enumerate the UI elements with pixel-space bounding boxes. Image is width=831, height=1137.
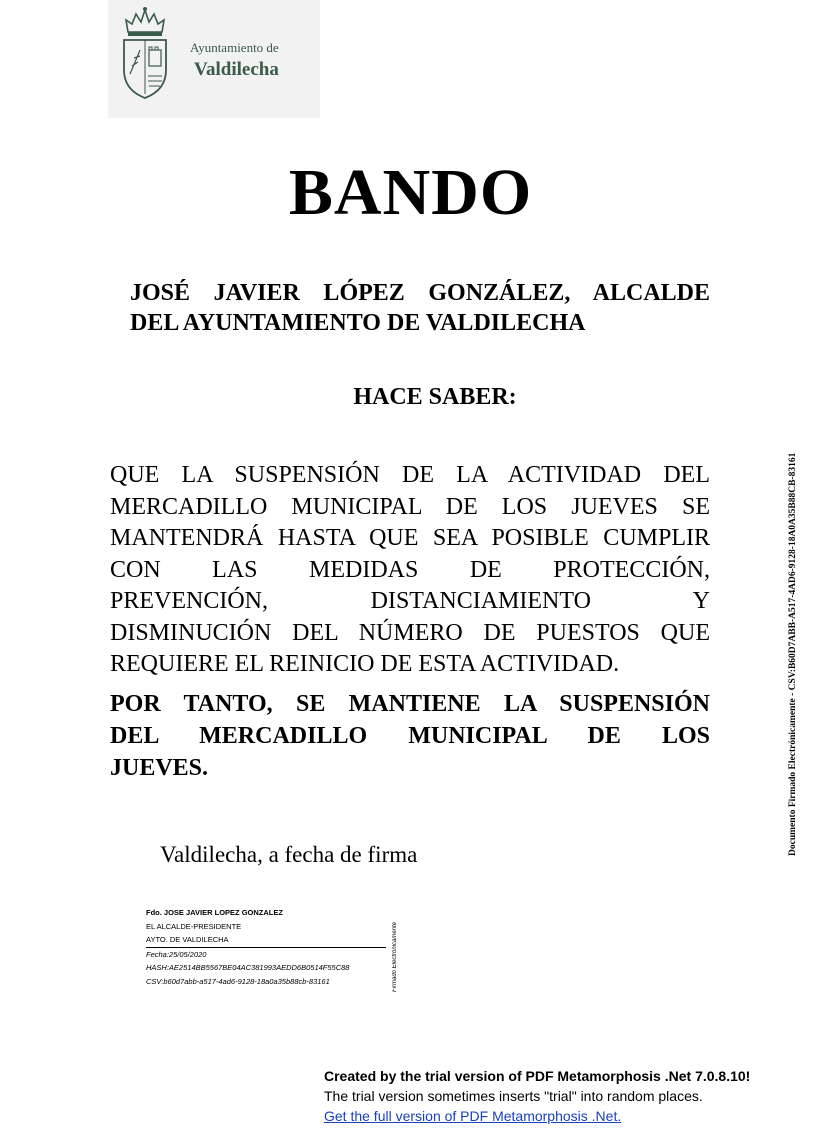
signature-date: Fecha:25/05/2020: [146, 949, 207, 959]
full-version-link[interactable]: Get the full version of PDF Metamorphosis .Net.: [324, 1108, 622, 1124]
trial-line-2: The trial version sometimes inserts "trial" into random places.: [324, 1088, 703, 1104]
mayor-line-1: JOSÉ JAVIER LÓPEZ GONZÁLEZ, ALCALDE: [130, 280, 710, 306]
margin-csv-stamp: Documento Firmado Electrónicamente - CSV:B60D7ABB-A517-4AD6-9128-18A0A35B88CB-83161: [788, 452, 798, 856]
signer-org: AYTO. DE VALDILECHA: [146, 933, 386, 948]
body-line: CON LAS MEDIDAS DE PROTECCIÓN,: [110, 556, 710, 583]
conclusion-line: DEL MERCADILLO MUNICIPAL DE LOS: [110, 723, 710, 749]
body-line: MERCADILLO MUNICIPAL DE LOS JUEVES SE: [110, 493, 710, 520]
announce-heading: HACE SABER:: [353, 384, 517, 410]
body-paragraph: [110, 460, 710, 681]
body-line: PREVENCIÓN, DISTANCIAMIENTO Y: [110, 588, 710, 614]
org-name: Valdilecha: [194, 59, 279, 80]
conclusion-line: JUEVES.: [110, 755, 209, 781]
letterhead: [108, 0, 320, 118]
signature-side-label: Firmado Electrónicamente: [392, 921, 398, 992]
signature-block: [146, 906, 386, 988]
mayor-heading: [130, 278, 710, 338]
body-line: QUE LA SUSPENSIÓN DE LA ACTIVIDAD DEL: [110, 462, 710, 488]
org-prefix: Ayuntamiento de: [190, 40, 279, 55]
conclusion-paragraph: [110, 688, 710, 784]
trial-line-1: Created by the trial version of PDF Metamorphosis .Net 7.0.8.10!: [324, 1068, 751, 1084]
signer-name: Fdo. JOSE JAVIER LOPEZ GONZALEZ: [146, 908, 283, 917]
body-line: DISMINUCIÓN DEL NÚMERO DE PUESTOS QUE: [110, 619, 710, 646]
signature-hash: HASH:AE2514BB5567BE04AC381993AEDD6B0514F55C88: [146, 963, 350, 972]
conclusion-line: POR TANTO, SE MANTIENE LA SUSPENSIÓN: [110, 691, 710, 717]
trial-notice: [324, 1066, 750, 1126]
document-title: BANDO: [288, 156, 533, 229]
body-line: MANTENDRÁ HASTA QUE SEA POSIBLE CUMPLIR: [110, 525, 710, 551]
place-date: Valdilecha, a fecha de firma: [160, 842, 418, 867]
body-line: REQUIERE EL REINICIO DE ESTA ACTIVIDAD.: [110, 651, 620, 677]
coat-of-arms-icon: [118, 4, 172, 102]
signer-role: EL ALCALDE-PRESIDENTE: [146, 921, 242, 931]
signature-csv: CSV:b60d7abb-a517-4ad6-9128-18a0a35b88cb-83161: [146, 976, 330, 986]
mayor-line-2: DEL AYUNTAMIENTO DE VALDILECHA: [130, 310, 586, 336]
